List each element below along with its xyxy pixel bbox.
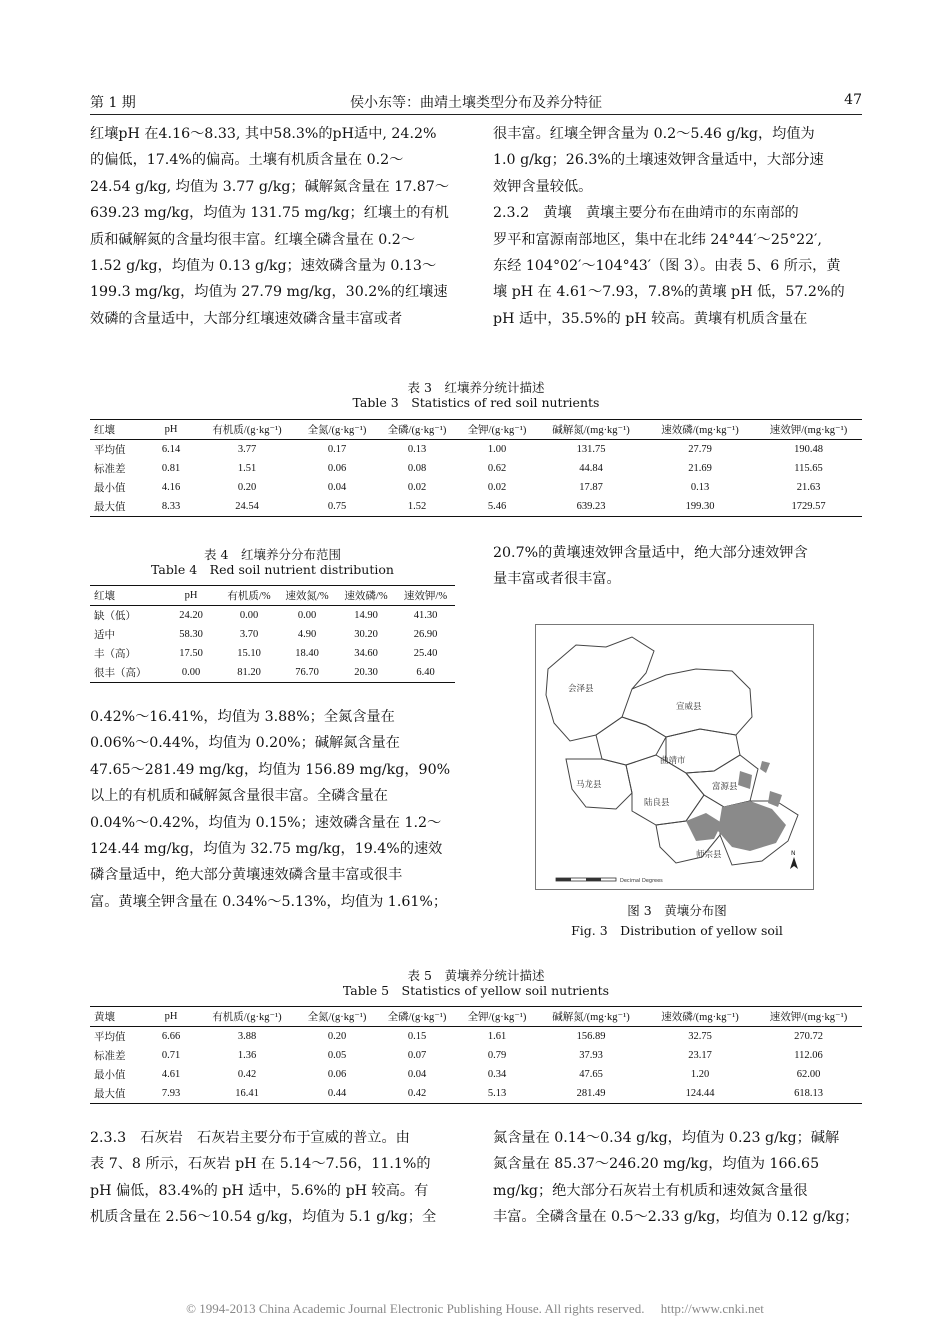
table-cell: 1.52	[407, 501, 427, 512]
paragraph-line: 0.42%～16.41%，均值为 3.88%；全氮含量在	[90, 709, 395, 725]
map-label: 师宗县	[696, 850, 722, 860]
map-label: 富源县	[712, 782, 738, 792]
column-header: 全钾/(g·kg⁻¹)	[467, 1012, 527, 1023]
table-cell: 0.42	[237, 1069, 257, 1080]
column-header: 速效钾/(mg·kg⁻¹)	[769, 425, 848, 436]
table-cell: 最小值	[94, 483, 126, 494]
column-header: 速效氮/%	[285, 591, 329, 602]
paragraph-line: 壤 pH 在 4.61～7.93，7.8%的黄壤 pH 低，57.2%的	[493, 284, 845, 301]
paragraph-line: 红壤pH 在4.16～8.33, 其中58.3%的pH适中, 24.2%	[90, 126, 437, 142]
paragraph-line: 丰富。全磷含量在 0.5～2.33 g/kg，均值为 0.12 g/kg；	[493, 1209, 859, 1226]
column-header: 碱解氮/(mg·kg⁻¹)	[552, 425, 630, 436]
table-cell: 0.06	[327, 463, 347, 474]
table-cell: 平均值	[94, 445, 126, 456]
county-boundary	[596, 717, 666, 765]
left-column-mid	[90, 704, 458, 915]
county-boundary	[546, 637, 654, 741]
table-cell: 1.51	[237, 463, 257, 474]
paragraph-line: 以上的有机质和碱解氮含量很丰富。全磷含量在	[90, 788, 388, 805]
figure3-caption-en: Fig. 3 Distribution of yellow soil	[571, 923, 783, 938]
table-row	[90, 1065, 862, 1084]
table-cell: 47.65	[579, 1069, 603, 1080]
paragraph-line: 0.04%～0.42%，均值为 0.15%；速效磷含量在 1.2～	[90, 814, 442, 831]
paragraph-line: 效钾含量较低。	[493, 178, 593, 195]
table-cell: 适中	[94, 630, 115, 641]
table-cell: 30.20	[354, 629, 378, 640]
paragraph-line: 2.3.3 石灰岩 石灰岩主要分布于宣威的普立。由	[90, 1130, 410, 1146]
table-cell: 618.13	[794, 1088, 823, 1099]
table-cell: 0.00	[181, 667, 201, 678]
table-cell: 124.44	[685, 1088, 715, 1099]
table-row	[90, 606, 455, 626]
paragraph-line: 199.3 mg/kg，均值为 27.79 mg/kg，30.2%的红壤速	[90, 284, 448, 301]
paragraph-line: 2.3.2 黄壤 黄壤主要分布在曲靖市的东南部的	[493, 205, 799, 222]
table-cell: 0.79	[487, 1050, 507, 1061]
table-cell: 21.69	[688, 463, 712, 474]
table-cell: 34.60	[354, 648, 378, 659]
table-cell: 3.88	[237, 1031, 257, 1042]
column-header: 有机质/(g·kg⁻¹)	[212, 425, 282, 436]
table-cell: 3.70	[239, 629, 259, 640]
table3-caption-cn: 表 3 红壤养分统计描述	[407, 380, 545, 395]
table-cell: 0.71	[161, 1050, 181, 1061]
table-header-row	[90, 586, 455, 606]
table-row	[90, 625, 455, 644]
table-cell: 0.04	[407, 1069, 427, 1080]
table-cell: 最小值	[94, 1070, 126, 1081]
paragraph-line: 的偏低，17.4%的偏高。土壤有机质含量在 0.2～	[90, 152, 404, 169]
column-header: 全磷/(g·kg⁻¹)	[387, 425, 447, 436]
table-cell: 639.23	[576, 501, 606, 512]
table-cell: 1.61	[487, 1031, 507, 1042]
column-header: 黄壤	[94, 1012, 115, 1023]
paragraph-line: pH 偏低，83.4%的 pH 适中，5.6%的 pH 较高。有	[90, 1182, 429, 1199]
left-column-bottom	[90, 1125, 460, 1231]
table-cell: 32.75	[688, 1031, 712, 1042]
table4-caption-en: Table 4 Red soil nutrient distribution	[151, 562, 394, 577]
running-title: 侯小东等：曲靖土壤类型分布及养分特征	[350, 95, 602, 111]
paragraph-line: 氮含量在 85.37～246.20 mg/kg，均值为 166.65	[493, 1156, 820, 1173]
table-cell: 最大值	[94, 1089, 126, 1100]
table5-caption-en: Table 5 Statistics of yellow soil nutrients	[342, 983, 610, 998]
table-cell: 最大值	[94, 502, 126, 513]
table-cell: 0.07	[407, 1050, 427, 1061]
table-cell: 41.30	[413, 610, 438, 621]
right-column-bottom	[493, 1125, 861, 1231]
table-cell: 190.48	[794, 444, 823, 455]
table-cell: 标准差	[94, 464, 126, 475]
paragraph-line: 质和碱解氮的含量均很丰富。红壤全磷含量在 0.2～	[90, 231, 416, 248]
north-arrow-icon	[790, 850, 798, 869]
table-cell: 0.81	[161, 463, 181, 474]
paragraph-line: pH 适中，35.5%的 pH 较高。黄壤有机质含量在	[493, 310, 808, 327]
running-header	[90, 92, 862, 114]
yellow-soil-area	[760, 761, 770, 773]
paragraph-line: 24.54 g/kg, 均值为 3.77 g/kg；碱解氮含量在 17.87～	[90, 178, 450, 195]
table-cell: 4.90	[297, 629, 317, 640]
paragraph-line: 1.0 g/kg；26.3%的土壤速效钾含量适中，大部分速	[493, 152, 824, 169]
right-column-mid	[493, 540, 861, 593]
table-cell: 7.93	[161, 1088, 181, 1099]
paragraph-line: 639.23 mg/kg，均值为 131.75 mg/kg；红壤土的有机	[90, 205, 449, 222]
column-header: 全氮/(g·kg⁻¹)	[307, 1012, 367, 1023]
table-cell: 17.87	[579, 482, 603, 493]
table-row	[90, 440, 862, 460]
table-cell: 81.20	[237, 667, 261, 678]
table-cell: 3.77	[237, 444, 257, 455]
table4-caption	[95, 547, 450, 577]
table-cell: 0.04	[327, 482, 347, 493]
paragraph-line: 124.44 mg/kg，均值为 32.75 mg/kg，19.4%的速效	[90, 841, 443, 858]
table-cell: 270.72	[794, 1031, 823, 1042]
table-cell: 15.10	[237, 648, 261, 659]
paragraph-line: 效磷的含量适中，大部分红壤速效磷含量丰富或者	[90, 310, 403, 327]
table-cell: 1.20	[690, 1069, 710, 1080]
map-label: 会泽县	[568, 684, 594, 694]
paragraph-line: 磷含量适中，绝大部分黄壤速效磷含量丰富或很丰	[90, 867, 403, 884]
column-header: pH	[164, 424, 178, 435]
yellow-soil-area	[686, 813, 722, 841]
table-cell: 0.20	[327, 1031, 347, 1042]
table-cell: 37.93	[579, 1050, 603, 1061]
table-cell: 16.41	[235, 1088, 259, 1099]
yellow-soil-area	[768, 791, 782, 807]
table-cell: 0.13	[407, 444, 427, 455]
paragraph-line: 很丰富。红壤全钾含量为 0.2～5.46 g/kg，均值为	[493, 126, 815, 142]
table-row	[90, 459, 862, 478]
column-header: 有机质/%	[227, 591, 271, 602]
map-graphic	[536, 625, 813, 889]
table-cell: 24.20	[179, 610, 203, 621]
table-cell: 0.75	[327, 501, 347, 512]
header-rule	[90, 114, 862, 115]
column-header: 全磷/(g·kg⁻¹)	[387, 1012, 447, 1023]
paragraph-line: 氮含量在 0.14～0.34 g/kg，均值为 0.23 g/kg；碱解	[493, 1130, 840, 1146]
page-number: 47	[844, 92, 862, 108]
column-header: 速效磷/(mg·kg⁻¹)	[661, 1012, 739, 1023]
column-header: 红壤	[94, 591, 115, 602]
table-cell: 112.06	[794, 1050, 823, 1061]
paragraph-line: 机质含量在 2.56～10.54 g/kg，均值为 5.1 g/kg；全	[90, 1209, 437, 1226]
column-header: 速效钾/%	[403, 591, 448, 602]
paragraph-line: 表 7、8 所示，石灰岩 pH 在 5.14～7.56，11.1%的	[90, 1156, 431, 1173]
table-cell: 0.00	[239, 610, 259, 621]
table-cell: 76.70	[295, 667, 319, 678]
column-header: 速效磷/%	[344, 591, 388, 602]
table-cell: 14.90	[354, 610, 378, 621]
table-cell: 缺（低）	[94, 611, 136, 622]
svg-text:N: N	[791, 850, 796, 857]
issue-number: 第 1 期	[90, 95, 136, 111]
table-cell: 0.44	[327, 1088, 347, 1099]
table-row	[90, 644, 455, 663]
paragraph-line: 1.52 g/kg，均值为 0.13 g/kg；速效磷含量为 0.13～	[90, 258, 437, 275]
table-cell: 26.90	[413, 629, 438, 640]
paragraph-line: 量丰富或者很丰富。	[493, 571, 621, 588]
table-row	[90, 1046, 862, 1065]
table-cell: 0.15	[407, 1031, 427, 1042]
table-cell: 0.08	[407, 463, 427, 474]
column-header: pH	[164, 1011, 178, 1022]
yellow-soil-map	[535, 624, 814, 890]
table-cell: 1.00	[487, 444, 507, 455]
map-label: 马龙县	[576, 780, 602, 790]
table-cell: 44.84	[579, 463, 603, 474]
table-cell: 0.00	[297, 610, 317, 621]
column-header: 速效磷/(mg·kg⁻¹)	[661, 425, 739, 436]
column-header: 全氮/(g·kg⁻¹)	[307, 425, 367, 436]
table-cell: 6.40	[416, 667, 435, 678]
column-header: 碱解氮/(mg·kg⁻¹)	[552, 1012, 630, 1023]
paragraph-line: 0.06%～0.44%，均值为 0.20%；碱解氮含量在	[90, 735, 400, 752]
map-label: 陆良县	[644, 798, 670, 808]
table-cell: 0.13	[690, 482, 710, 493]
table-cell: 0.02	[407, 482, 427, 493]
paragraph-line: 47.65～281.49 mg/kg，均值为 156.89 mg/kg，90%	[90, 761, 451, 778]
table-row	[90, 478, 862, 497]
table-row	[90, 663, 455, 683]
table5	[90, 1006, 862, 1104]
table-cell: 24.54	[235, 501, 259, 512]
svg-text:Decimal Degrees: Decimal Degrees	[620, 878, 663, 884]
table-cell: 20.30	[354, 667, 378, 678]
county-boundary	[666, 729, 740, 773]
table-cell: 1729.57	[791, 501, 826, 512]
table-header-row	[90, 1007, 862, 1027]
table-cell: 115.65	[794, 463, 823, 474]
yellow-soil-area	[738, 771, 752, 789]
table-cell: 5.13	[487, 1088, 507, 1099]
figure3-caption-cn: 图 3 黄壤分布图	[627, 903, 727, 918]
table-cell: 0.20	[237, 482, 257, 493]
table-row	[90, 497, 862, 517]
figure3-caption	[493, 901, 861, 941]
paragraph-line: 东经 104°02′～104°43′（图 3）。由表 5、6 所示，黄	[493, 258, 841, 275]
table-cell: 丰（高）	[94, 649, 136, 660]
paragraph-line: mg/kg；绝大部分石灰岩土有机质和速效氮含量很	[493, 1182, 808, 1199]
table-cell: 23.17	[688, 1050, 712, 1061]
table4-caption-cn: 表 4 红壤养分分布范围	[204, 547, 341, 562]
table-cell: 131.75	[576, 444, 606, 455]
table-row	[90, 1084, 862, 1104]
table3-caption	[90, 380, 862, 410]
map-label: 曲靖市	[660, 756, 686, 766]
table-cell: 0.06	[327, 1069, 347, 1080]
table-cell: 0.42	[407, 1088, 427, 1099]
table-cell: 25.40	[413, 648, 438, 659]
table-cell: 0.34	[487, 1069, 507, 1080]
right-column-top	[493, 121, 861, 332]
table-cell: 6.14	[161, 444, 181, 455]
table-cell: 1.36	[237, 1050, 257, 1061]
paragraph-line: 富。黄壤全钾含量在 0.34%～5.13%，均值为 1.61%；	[90, 893, 448, 910]
paragraph-line: 20.7%的黄壤速效钾含量适中，绝大部分速效钾含	[493, 545, 808, 561]
table-row	[90, 1027, 862, 1047]
left-column-top	[90, 121, 460, 332]
table-cell: 58.30	[179, 629, 203, 640]
table-cell: 0.02	[487, 482, 507, 493]
table-cell: 62.00	[796, 1069, 821, 1080]
table-cell: 0.62	[487, 463, 507, 474]
table-cell: 很丰（高）	[94, 668, 147, 679]
copyright-footer: © 1994-2013 China Academic Journal Electronic Publishing House. All rights reserved. http://www.cnki.net	[186, 1301, 764, 1316]
map-label: 宣威县	[676, 702, 702, 712]
column-header: pH	[184, 590, 198, 601]
table-cell: 平均值	[94, 1032, 126, 1043]
column-header: 有机质/(g·kg⁻¹)	[212, 1012, 282, 1023]
table-cell: 27.79	[688, 444, 712, 455]
table-cell: 156.89	[576, 1031, 606, 1042]
table3-caption-en: Table 3 Statistics of red soil nutrients	[352, 395, 600, 410]
paragraph-line: 罗平和富源南部地区，集中在北纬 24°44′～25°22′,	[493, 231, 822, 248]
table-cell: 4.16	[161, 482, 181, 493]
table5-caption-cn: 表 5 黄壤养分统计描述	[407, 968, 545, 983]
table-cell: 199.30	[685, 501, 715, 512]
table-cell: 17.50	[179, 648, 203, 659]
table-cell: 8.33	[161, 501, 181, 512]
table-cell: 21.63	[796, 482, 821, 493]
table-cell: 18.40	[295, 648, 319, 659]
table-cell: 标准差	[94, 1051, 126, 1062]
table-cell: 4.61	[161, 1069, 181, 1080]
scale-bar	[556, 878, 663, 884]
table-header-row	[90, 420, 862, 440]
table4	[90, 585, 455, 683]
table-cell: 6.66	[161, 1031, 181, 1042]
table-cell: 281.49	[576, 1088, 606, 1099]
column-header: 红壤	[94, 425, 115, 436]
table3	[90, 419, 862, 517]
table-cell: 5.46	[487, 501, 507, 512]
column-header: 全钾/(g·kg⁻¹)	[467, 425, 527, 436]
table-cell: 0.17	[327, 444, 347, 455]
column-header: 速效钾/(mg·kg⁻¹)	[769, 1012, 848, 1023]
table5-caption	[90, 968, 862, 998]
table-cell: 0.05	[327, 1050, 347, 1061]
